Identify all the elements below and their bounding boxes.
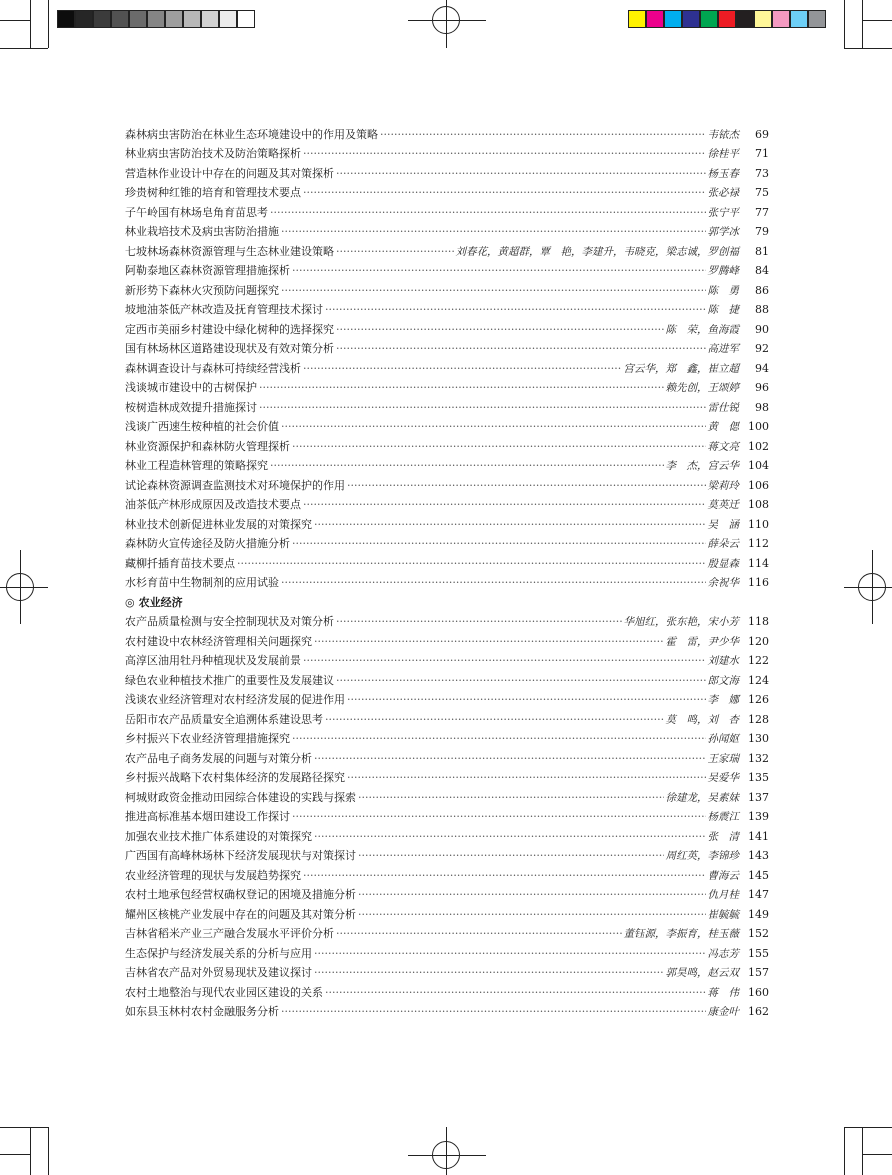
toc-entry-title: 森林防火宣传途径及防火措施分析 [125,537,290,550]
crop-mark [862,1154,892,1155]
toc-entry-title: 高淳区油用牡丹种植现状及发展前景 [125,654,301,667]
toc-entry[interactable] [125,317,769,337]
toc-entry-author: 霍 雷，尹少华 [665,635,739,648]
toc-entry-page: 77 [755,205,769,219]
toc-entry-title: 农产品电子商务发展的问题与对策分析 [125,751,312,765]
toc-entry[interactable] [125,220,769,240]
crop-mark [862,20,892,21]
toc-entry[interactable] [125,1000,769,1020]
toc-entry-title: 农业经济管理的现状与发展趋势探究 [125,868,301,882]
toc-entry-author: 王家瑞 [707,752,739,765]
calibration-swatch [57,10,75,28]
toc-leader-dots [281,576,706,590]
toc-entry-page: 73 [755,166,769,180]
toc-entry-page: 122 [748,654,769,667]
toc-entry[interactable] [125,961,769,981]
toc-entry-author: 刘建水 [707,655,739,667]
toc-entry-author: 吴 涵 [707,518,739,531]
toc-entry-author: 宫云华，郑 鑫，崔立超 [623,362,739,375]
calibration-swatch [682,10,700,28]
toc-entry-author: 殷显森 [707,557,739,570]
toc-entry[interactable] [125,493,769,513]
toc-entry-title: 浅谈广西速生桉种植的社会价值 [125,420,279,433]
table-of-contents [125,122,769,1019]
toc-leader-dots [303,147,706,161]
toc-leader-dots [281,420,706,434]
toc-entry-author: 黄 偲 [707,421,739,433]
toc-entry-title: 藏柳扦插育苗技术要点 [125,556,235,570]
toc-entry[interactable] [125,337,769,357]
toc-entry-page: 157 [748,966,769,979]
toc-leader-dots [292,810,706,824]
toc-entry[interactable] [125,766,769,786]
toc-entry[interactable] [125,824,769,844]
calibration-swatch [93,10,111,28]
toc-entry-title: 广西国有高峰林场林下经济发展现状与对策探讨 [125,849,356,862]
crop-mark [862,1127,863,1175]
calibration-swatch [129,10,147,28]
toc-entry-page: 86 [755,283,769,297]
toc-entry-author: 冯志芳 [707,947,739,960]
toc-entry[interactable] [125,200,769,220]
registration-line [20,550,21,624]
toc-entry[interactable] [125,356,769,376]
toc-entry-page: 104 [748,459,769,472]
toc-entry-author: 陈 勇 [707,284,739,297]
toc-leader-dots [380,128,706,142]
toc-entry-page: 112 [748,537,769,550]
toc-leader-dots [270,206,706,220]
toc-leader-dots [314,635,664,649]
toc-entry[interactable] [125,668,769,688]
toc-entry-author: 周红英，李锦珍 [665,850,739,862]
toc-entry-author: 仇月桂 [707,889,739,901]
toc-entry[interactable] [125,746,769,766]
toc-entry-author: 莫 鸣，刘 杏 [665,713,739,726]
toc-entry-title: 吉林省农产品对外贸易现状及建议探讨 [125,966,312,979]
toc-entry-title: 农村土地整治与现代农业园区建设的关系 [125,985,323,999]
toc-entry-page: 98 [755,400,769,414]
toc-entry[interactable] [125,980,769,1000]
crop-mark [48,0,49,48]
toc-entry-page: 88 [755,303,769,316]
toc-leader-dots [358,849,664,863]
crop-mark [844,48,892,49]
toc-entry[interactable] [125,902,769,922]
toc-entry-title: 珍贵树种红锥的培育和管理技术要点 [125,186,301,199]
toc-entry-title: 林业工程造林管理的策略探究 [125,459,268,472]
toc-entry-author: 董钰源，李振育，桂玉薇 [623,928,739,940]
toc-entry-page: 81 [755,244,769,258]
toc-entry-title: 加强农业技术推广体系建设的对策探究 [125,829,312,843]
toc-leader-dots [314,830,706,844]
crop-mark [844,1127,892,1128]
toc-leader-dots [336,342,706,356]
registration-line [872,550,873,624]
toc-entry[interactable] [125,941,769,961]
toc-leader-dots [292,732,706,746]
toc-leader-dots [259,401,706,415]
toc-entry-title: 定西市美丽乡村建设中绿化树种的选择探究 [125,322,334,336]
toc-entry-title: 如东县玉林村农村金融服务分析 [125,1005,279,1018]
toc-leader-dots [358,791,664,805]
toc-leader-dots [303,498,706,512]
calibration-swatch [664,10,682,28]
toc-entry-author: 杨震江 [707,811,739,823]
toc-entry-author: 陈 荣，鱼海霞 [665,323,739,336]
crop-mark [862,0,863,48]
toc-leader-dots [325,303,706,317]
toc-entry-author: 崔毓毓 [707,908,739,921]
toc-entry[interactable] [125,863,769,883]
toc-entry-page: 132 [748,751,769,765]
toc-leader-dots [336,927,622,941]
toc-entry-page: 160 [748,985,769,999]
toc-entry[interactable] [125,512,769,532]
toc-entry-author: 郎文海 [707,674,739,687]
toc-entry-author: 张宁平 [707,206,739,219]
toc-entry-title: 浅谈农业经济管理对农村经济发展的促进作用 [125,693,345,706]
crop-mark [0,1154,30,1155]
toc-entry[interactable] [125,707,769,727]
calibration-swatch [808,10,826,28]
toc-entry[interactable] [125,532,769,552]
toc-entry-page: 118 [748,615,769,628]
crop-mark [844,0,845,48]
toc-leader-dots [303,654,706,668]
grayscale-calibration-bar [57,10,255,28]
toc-entry-title: 油茶低产林形成原因及改造技术要点 [125,498,301,511]
toc-leader-dots [314,947,706,961]
toc-entry-title: 生态保护与经济发展关系的分析与应用 [125,946,312,960]
toc-leader-dots [259,381,664,395]
toc-entry-author: 薛朵云 [707,538,739,550]
toc-leader-dots [237,557,706,571]
crop-mark [0,20,30,21]
toc-entry-page: 139 [748,810,769,823]
toc-entry-author: 蒋 伟 [707,986,739,999]
calibration-swatch [147,10,165,28]
toc-entry-page: 94 [755,361,769,375]
toc-entry-title: 乡村振兴战略下农村集体经济的发展路径探究 [125,771,345,784]
toc-entry-title: 桉树造林成效提升措施探讨 [125,400,257,414]
toc-entry[interactable] [125,122,769,142]
registration-line [844,587,892,588]
toc-entry[interactable] [125,239,769,259]
toc-leader-dots [336,323,664,337]
toc-entry-title: 林业资源保护和森林防火管理探析 [125,439,290,453]
toc-entry-title: 森林调查设计与森林可持续经营浅析 [125,361,301,375]
calibration-swatch [790,10,808,28]
calibration-swatch [165,10,183,28]
toc-entry-title: 林业栽培技术及病虫害防治措施 [125,225,279,238]
crop-mark [30,1127,31,1175]
toc-leader-dots [347,479,706,493]
toc-leader-dots [347,693,706,707]
toc-leader-dots [314,518,706,532]
toc-entry-title: 乡村振兴下农业经济管理措施探究 [125,732,290,745]
toc-entry-title: 浅谈城市建设中的古树保护 [125,381,257,394]
toc-entry-page: 75 [755,186,769,199]
toc-entry-page: 100 [748,420,769,433]
toc-leader-dots [314,752,706,766]
toc-entry-page: 126 [748,693,769,706]
toc-entry-author: 高进军 [707,343,739,355]
toc-entry[interactable] [125,376,769,396]
toc-entry-title: 试论森林资源调查监测技术对环境保护的作用 [125,478,345,492]
registration-line [446,1127,447,1175]
toc-leader-dots [325,986,706,1000]
toc-entry-title: 水杉育苗中生物制剂的应用试验 [125,576,279,589]
toc-entry-author: 李 娜 [707,694,739,706]
toc-entry-page: 147 [748,888,769,901]
toc-entry-page: 71 [755,147,769,160]
toc-entry-title: 推进高标准基本烟田建设工作探讨 [125,810,290,823]
crop-mark [844,1127,845,1175]
toc-entry-author: 韦铱杰 [707,128,739,141]
toc-leader-dots [336,615,622,629]
toc-entry-page: 143 [748,849,769,862]
calibration-swatch [75,10,93,28]
toc-entry[interactable] [125,142,769,162]
calibration-swatch [183,10,201,28]
calibration-swatch [646,10,664,28]
toc-entry-author: 吴爱华 [707,772,739,784]
toc-entry[interactable] [125,473,769,493]
toc-entry-page: 128 [748,712,769,726]
toc-entry-page: 96 [755,381,769,394]
toc-entry[interactable] [125,278,769,298]
toc-entry-page: 145 [748,868,769,882]
calibration-swatch [111,10,129,28]
toc-entry[interactable] [125,181,769,201]
crop-mark [48,1127,49,1175]
toc-entry-page: 114 [748,556,769,570]
toc-entry-page: 152 [748,927,769,940]
toc-leader-dots [336,167,706,181]
toc-entry-page: 116 [748,576,769,589]
calibration-swatch [201,10,219,28]
toc-entry-page: 102 [748,439,769,453]
registration-line [408,1155,486,1156]
toc-leader-dots [292,440,706,454]
toc-entry-title: 营造林作业设计中存在的问题及其对策探析 [125,166,334,180]
toc-entry-author: 刘春花，黄超群，覃 艳，李建升，韦晓克，梁志诚，罗创福 [455,245,739,258]
toc-entry[interactable] [125,298,769,318]
toc-entry-author: 张必禄 [707,187,739,199]
registration-line [446,0,447,48]
toc-entry-title: 国有林场林区道路建设现状及有效对策分析 [125,342,334,355]
toc-entry[interactable] [125,395,769,415]
toc-entry-author: 徐桂平 [707,148,739,160]
toc-entry-title: 坡地油茶低产林改造及抚育管理技术探讨 [125,303,323,316]
toc-entry[interactable] [125,161,769,181]
calibration-swatch [736,10,754,28]
toc-leader-dots [303,362,622,376]
toc-entry-title: 绿色农业种植技术推广的重要性及发展建议 [125,673,334,687]
toc-entry[interactable] [125,434,769,454]
toc-entry-author: 余祝华 [707,577,739,589]
toc-entry-page: 124 [748,673,769,687]
toc-leader-dots [314,966,664,980]
section-bullet-icon: ◎ [125,595,135,609]
toc-entry-page: 90 [755,322,769,336]
toc-entry[interactable] [125,649,769,669]
calibration-swatch [700,10,718,28]
calibration-swatch [237,10,255,28]
toc-leader-dots [347,771,706,785]
toc-entry-page: 155 [748,946,769,960]
toc-entry-page: 120 [748,634,769,648]
toc-leader-dots [325,713,664,727]
toc-entry-title: 农村土地承包经营权确权登记的困境及措施分析 [125,888,356,901]
toc-leader-dots [270,459,664,473]
toc-leader-dots [358,888,706,902]
toc-leader-dots [281,1005,706,1019]
forestry-section-list [125,122,769,590]
toc-entry[interactable] [125,805,769,825]
crop-mark [0,1127,48,1128]
toc-entry-title: 七坡林场森林资源管理与生态林业建设策略 [125,244,334,258]
toc-entry-page: 110 [748,517,769,531]
toc-entry[interactable] [125,610,769,630]
toc-entry-author: 陈 捷 [707,304,739,316]
toc-entry-author: 张 清 [707,830,739,843]
toc-entry-title: 柯城财政资金推动田园综合体建设的实践与探索 [125,790,356,804]
agriculture-section-list [125,610,769,1020]
toc-entry-author: 郭学冰 [707,226,739,238]
toc-entry-title: 耀州区核桃产业发展中存在的问题及其对策分析 [125,907,356,921]
toc-entry-page: 108 [748,498,769,511]
toc-entry[interactable] [125,727,769,747]
calibration-swatch [718,10,736,28]
toc-entry-author: 梁莉玲 [707,479,739,492]
color-calibration-bar [628,10,826,28]
toc-entry-page: 79 [755,225,769,238]
toc-entry[interactable] [125,883,769,903]
crop-mark [30,0,31,48]
toc-entry-title: 农村建设中农林经济管理相关问题探究 [125,634,312,648]
toc-leader-dots [336,245,454,259]
toc-leader-dots [292,264,706,278]
toc-entry[interactable] [125,922,769,942]
calibration-swatch [754,10,772,28]
toc-entry-author: 蒋文亮 [707,440,739,453]
toc-entry-page: 137 [748,790,769,804]
toc-entry-author: 郭昊鸣，赵云双 [665,967,739,979]
toc-entry[interactable] [125,415,769,435]
toc-entry-author: 李 杰，宫云华 [665,460,739,472]
toc-entry-title: 吉林省稻米产业三产融合发展水平评价分析 [125,927,334,940]
toc-leader-dots [281,284,706,298]
toc-entry-author: 孙闻妪 [707,733,739,745]
calibration-swatch [772,10,790,28]
toc-entry-author: 莫英迁 [707,499,739,511]
toc-entry[interactable] [125,629,769,649]
toc-entry[interactable] [125,688,769,708]
toc-leader-dots [281,225,706,239]
section-heading-agriculture [125,590,769,610]
toc-entry-title: 林业病虫害防治技术及防治策略探析 [125,147,301,160]
toc-entry-author: 罗腾峰 [707,265,739,277]
toc-entry-page: 141 [748,829,769,843]
registration-line [408,20,486,21]
toc-entry-page: 130 [748,732,769,745]
registration-line [0,587,48,588]
toc-entry-author: 曹海云 [707,869,739,882]
toc-entry[interactable] [125,571,769,591]
toc-entry[interactable] [125,551,769,571]
crop-mark [0,48,48,49]
toc-entry-title: 林业技术创新促进林业发展的对策探究 [125,517,312,531]
toc-entry-page: 84 [755,264,769,277]
toc-entry-page: 149 [748,907,769,921]
toc-entry-author: 杨玉春 [707,167,739,180]
toc-entry-page: 106 [748,478,769,492]
toc-entry-title: 岳阳市农产品质量安全追溯体系建设思考 [125,712,323,726]
toc-entry-author: 华旭红，张东艳，宋小芳 [623,616,739,628]
toc-entry[interactable] [125,785,769,805]
toc-entry[interactable] [125,259,769,279]
toc-entry-author: 康金叶 [707,1006,739,1018]
calibration-swatch [628,10,646,28]
toc-leader-dots [336,674,706,688]
toc-entry-author: 徐建龙，吴素妹 [665,791,739,804]
toc-entry-title: 森林病虫害防治在林业生态环境建设中的作用及策略 [125,127,378,141]
toc-entry-title: 子午岭国有林场皂角育苗思考 [125,205,268,219]
toc-entry-title: 农产品质量检测与安全控制现状及对策分析 [125,615,334,628]
toc-entry-page: 92 [755,342,769,355]
toc-entry-page: 69 [755,127,769,141]
toc-entry[interactable] [125,844,769,864]
calibration-swatch [219,10,237,28]
toc-entry-page: 135 [748,771,769,784]
toc-leader-dots [292,537,706,551]
toc-entry-title: 阿勒泰地区森林资源管理措施探析 [125,264,290,277]
toc-leader-dots [303,869,706,883]
toc-entry-author: 赖先创，王颂婷 [665,382,739,394]
toc-leader-dots [358,908,706,922]
toc-leader-dots [303,186,706,200]
toc-entry-page: 162 [748,1005,769,1018]
toc-entry-title: 新形势下森林火灾预防问题探究 [125,283,279,297]
section-title: 农业经济 [138,595,183,609]
toc-entry-author: 雷仕锐 [707,401,739,414]
toc-entry[interactable] [125,454,769,474]
